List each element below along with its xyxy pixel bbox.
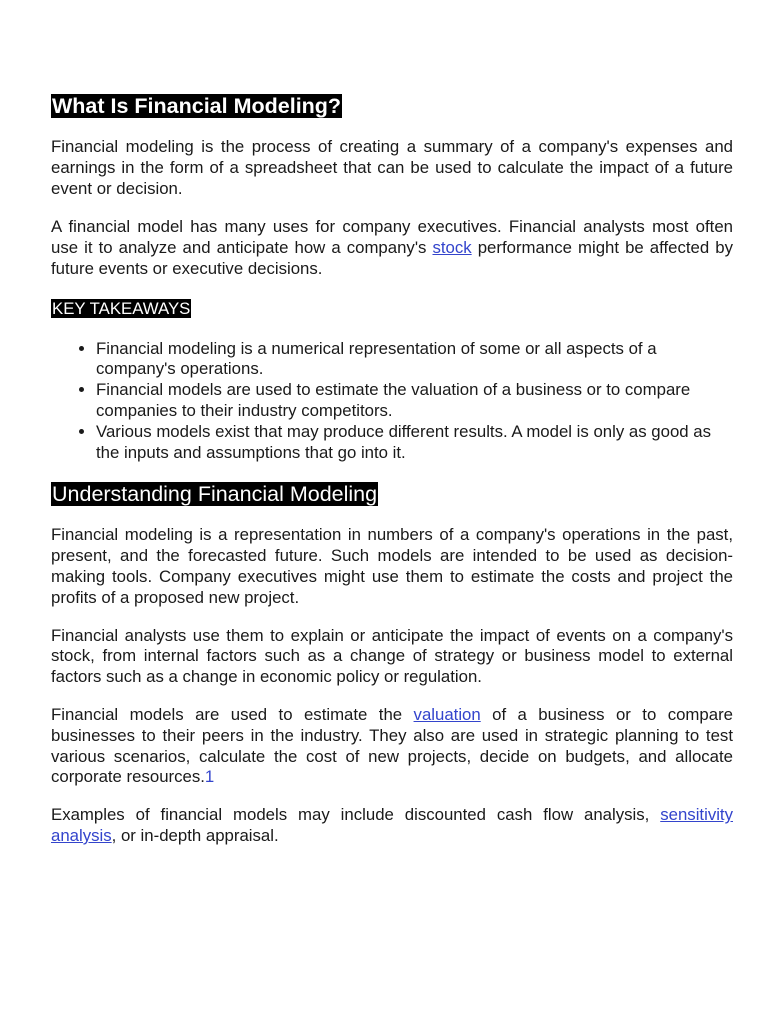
key-takeaways-heading-text: KEY TAKEAWAYS <box>52 298 191 318</box>
uses-paragraph-text-after: performance might be affected by future events or executive decisions. <box>51 238 733 278</box>
article-heading-text: What Is Financial Modeling? <box>52 94 342 118</box>
list-item: • Financial models are used to estimate the valuation of a business or to compare companies to their industry competitors. <box>96 380 733 422</box>
footnote-reference[interactable]: 1 <box>204 767 215 787</box>
analysts-paragraph: Financial analysts use them to explain or anticipate the impact of events on a company's stock, from internal factors such as a change of strategy or business model to external factors such as a change in economic policy or regulation. <box>51 625 733 687</box>
examples-paragraph-text-after: , or in-depth appraisal. <box>111 825 279 845</box>
examples-paragraph-text-before: Examples of financial models may include discounted cash flow analysis, <box>51 805 661 825</box>
valuation-paragraph <box>51 705 733 788</box>
valuation-link[interactable]: valuation <box>413 704 481 724</box>
section-heading <box>51 480 733 508</box>
examples-paragraph <box>51 805 733 847</box>
valuation-paragraph-text-before: Financial models are used to estimate the <box>51 704 414 724</box>
list-item: • Financial modeling is a numerical representation of some or all aspects of a company's operations. <box>96 339 733 381</box>
understanding-paragraph: Financial modeling is a representation in numbers of a company's operations in the past, present, and the forecasted future. Such models are intended to be used as decision-making tools. Company executives might use them to estimate the costs and project the profits of a proposed new project. <box>51 525 733 607</box>
sensitivity-analysis-link[interactable]: sensitivity analysis <box>51 805 733 845</box>
key-takeaways-heading <box>51 299 733 320</box>
list-item: • Various models exist that may produce different results. A model is only as good as the inputs and assumptions that go into it. <box>96 422 733 464</box>
section-heading-text: Understanding Financial Modeling <box>52 482 378 507</box>
article-heading <box>51 92 733 120</box>
valuation-paragraph-text-after: of a business or to compare businesses to their peers in the industry. They also are used in strategic planning to test various scenarios, calculate the cost of new projects, decide on budgets, and allocate corporate resources. <box>51 704 733 787</box>
intro-paragraph: Financial modeling is the process of creating a summary of a company's expenses and earnings in the form of a spreadsheet that can be used to calculate the impact of a future event or decision. <box>51 137 733 198</box>
uses-paragraph-text-before: A financial model has many uses for company executives. Financial analysts most often use it to analyze and anticipate how a company's <box>51 217 733 258</box>
uses-paragraph <box>51 217 733 279</box>
stock-link[interactable]: stock <box>432 238 472 258</box>
key-takeaways-list <box>51 339 733 464</box>
